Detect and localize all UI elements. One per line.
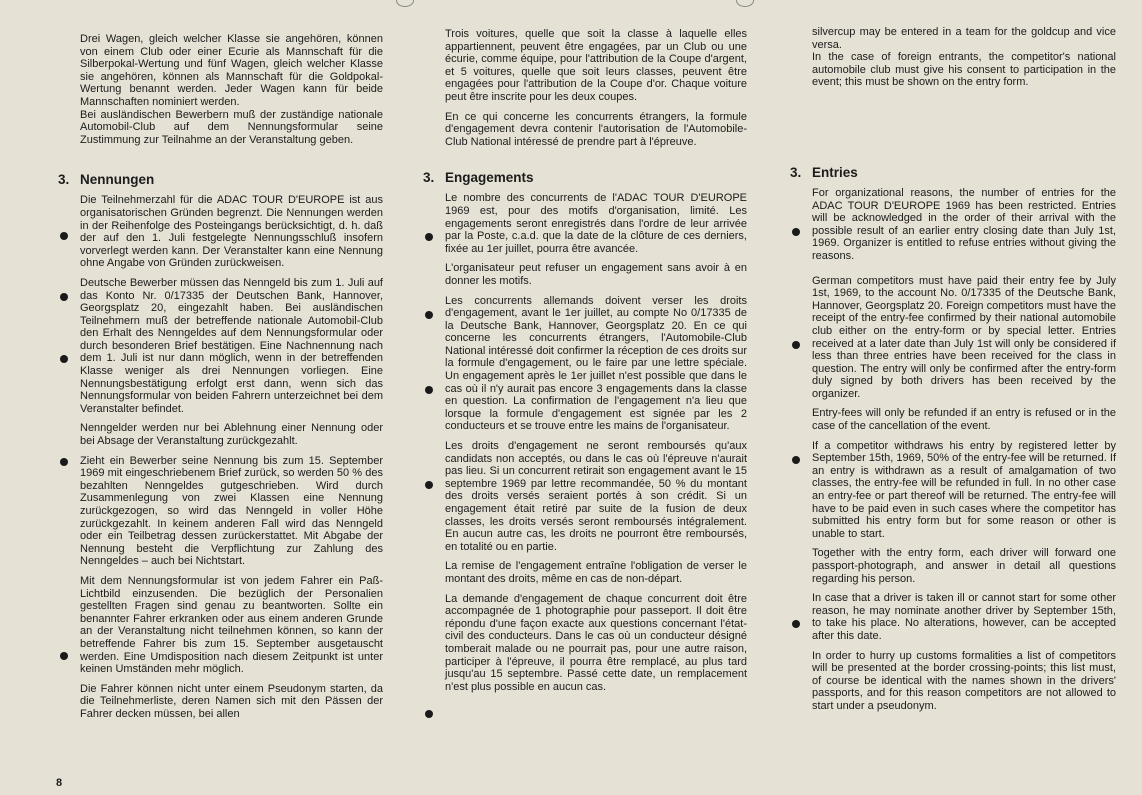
column-french (423, 28, 747, 693)
binder-hole-mark (396, 0, 414, 7)
column-german (58, 33, 383, 721)
section-title: Nennungen (80, 172, 155, 188)
bullet-marker (60, 355, 68, 363)
section-title: Engagements (445, 170, 534, 186)
paragraph: Bei ausländischen Bewerbern muß der zuständige nationale Automobil-Club auf dem Nennungsformular seine Zustimmung zur Teilnahme an der Veranstaltung geben. (80, 108, 383, 146)
paragraph: Les concurrents allemands doivent verser les droits d'engagement, avant le 1er juillet, au compte No 0/17335 de la Deutsche Bank, Hannover, Georgsplatz 20. En ce qui concerne les concurrents étrangers, l'Automobile-Club National intéressé doit confirmer la réception de ces droits sur la formule d'engagement, ou le faire par une lettre spéciale. Un engagement après le 1er juillet n'est possible que dans le cas où il n'y aurait pas encore 3 engagements dans la classe en question. La confirmation de l'engagement n'a lieu que lorsque la formule d'engagement est signée par les 2 conducteurs et se trouve entre les mains de l'organisateur. (445, 294, 747, 433)
paragraph: In case that a driver is taken ill or cannot start for some other reason, he may nominate another driver by September 15th, to take his place. No alterations, however, can be accepted after this date. (812, 592, 1116, 642)
paragraph: Zieht ein Bewerber seine Nennung bis zum 15. September 1969 mit eingeschriebenem Brief zurück, so werden 50 % des bezahlten Nenngeldes gutgeschrieben. Wird durch Zusammenlegung von zwei Klassen eine Nennung zurückgezogen, so wird das Nenngeld in voller Höhe zurückgezahlt. In keinem anderen Fall wird das Nenngeld oder ein Teilbetrag dessen zurückerstattet. Mit Abgabe der Nennung besteht die Verpflichtung zur Zahlung des Nenngeldes – auch bei Nichtstart. (80, 454, 383, 568)
paragraph: For organizational reasons, the number of entries for the ADAC TOUR D'EUROPE 1969 has been restricted. Entries will be acknowledged in the order of their arrival with the possible result of an earlier entry closing date than July 1st, 1969. Organizer is entitled to refuse entries without giving the reasons. (812, 186, 1116, 262)
bullet-marker (792, 341, 800, 349)
paragraph: La remise de l'engagement entraîne l'obligation de verser le montant des droits, même en cas de non-départ. (445, 560, 747, 585)
bullet-marker (792, 228, 800, 236)
paragraph: Trois voitures, quelle que soit la classe à laquelle elles appartiennent, peuvent être engagées, par un Club ou une écurie, comme équipe, pour l'attribution de la Coupe d'argent, et 5 voitures, quelle que soit leurs classes, peuvent être engagées pour l'attribution de la Coupe d'or. Chaque voiture peut être inscrite pour les deux coupes. (445, 28, 747, 103)
bullet-marker (425, 311, 433, 319)
bullet-marker (792, 620, 800, 628)
section-number: 3. (423, 170, 435, 186)
column-english (790, 26, 1116, 713)
section-title: Entries (812, 164, 858, 180)
bullet-marker (60, 293, 68, 301)
bullet-marker (425, 386, 433, 394)
section-heading (790, 164, 1116, 181)
paragraph: Drei Wagen, gleich welcher Klasse sie angehören, können von einem Club oder einer Ecurie als Mannschaft für die Silberpokal-Wertung und fünf Wagen, gleich welcher Klasse sie angehören, können als Mannschaft für die Goldpokal-Wertung benannt werden. Jeder Wagen kann für beide Mannschaften nominiert werden. (80, 33, 383, 108)
bullet-marker (425, 710, 433, 718)
paragraph: If a competitor withdraws his entry by registered letter by September 15th, 1969, 50% of the entry-fee will be returned. If an entry is withdrawn as a result of amalgamation of two classes, the entry-fee will be refunded in full. In no other case an entry-fee or part thereof will be returned. The entry-fee will have to be paid even in such cases where the competitor has submitted his entry form but for some reason or other is unable to start. (812, 439, 1116, 540)
bullet-marker (425, 481, 433, 489)
paragraph: silvercup may be entered in a team for the goldcup and vice versa. (812, 26, 1116, 51)
section-heading (58, 172, 383, 188)
section-number: 3. (58, 172, 70, 188)
bullet-marker (60, 652, 68, 660)
paragraph: In the case of foreign entrants, the competitor's national automobile club must give his consent to participation in the event; this must be shown on the entry form. (812, 51, 1116, 89)
bullet-marker (60, 232, 68, 240)
section-heading (423, 170, 747, 186)
bullet-marker (425, 233, 433, 241)
paragraph: La demande d'engagement de chaque concurrent doit être accompagnée de 1 photographie pour passeport. Il doit être répondu d'une façon exacte aux questions concernant l'état-civil des conducteurs. Dans le cas où un conducteur désigné tomberait malade ou ne pourrait pas, pour une autre raison, participer à l'épreuve, il pourra être remplacé, au plus tard jusqu'au 15 septembre. Passé cette date, un remplacement n'est plus possible en aucun cas. (445, 592, 747, 693)
paragraph: In order to hurry up customs formalities a list of competitors will be presented at the border crossing-points; this list must, of course be identical with the names shown in the drivers' passports, and for this reason competitors are not allowed to start under a pseudonym. (812, 649, 1116, 712)
bullet-marker (60, 458, 68, 466)
paragraph: Together with the entry form, each driver will forward one passport-photograph, and answer in detail all questions regarding his person. (812, 547, 1116, 585)
paragraph: Die Teilnehmerzahl für die ADAC TOUR D'EUROPE ist aus organisatorischen Gründen begrenzt. Die Nennungen werden in der Reihenfolge des Posteingangs berücksichtigt, d. h. daß der auf den 1. Juli festgelegte Nennungsschluß insofern vorverlegt werden kann. Der Veranstalter kann eine Nennung ohne Angabe von Gründen zurückweisen. (80, 194, 383, 270)
paragraph: Die Fahrer können nicht unter einem Pseudonym starten, da die Teilnehmerliste, deren Namen sich mit den Pässen der Fahrer decken müssen, bei allen (80, 682, 383, 720)
paragraph: Les droits d'engagement ne seront remboursés qu'aux candidats non acceptés, ou dans le cas où l'épreuve n'aurait pas lieu. Si un concurrent retirait son engagement avant le 15 septembre 1969 par lettre recommandée, 50 % du montant des droits versés seraient portés à son crédit. Si un engagement était retiré par suite de la fusion de deux classes, les droits versés seront remboursés intégralement. En aucun autre cas, les droits ne pourront être remboursés, en totalité ou en partie. (445, 440, 747, 553)
paragraph: Le nombre des concurrents de l'ADAC TOUR D'EUROPE 1969 est, pour des motifs d'organisation, limité. Les engagements seront enregistrés dans l'ordre de leur arrivée par la Poste, c.a.d. que la date de la clôture de ces derniers, fixée au 1er juillet, pourra être avancée. (445, 192, 747, 255)
paragraph: Deutsche Bewerber müssen das Nenngeld bis zum 1. Juli auf das Konto Nr. 0/17335 der Deutschen Bank, Hannover, Georgsplatz 20, eingezahlt haben. Bei ausländischen Teilnehmern muß der betreffende nationale Automobil-Club den Erhalt des Nenngeldes auf dem Nennungsformular oder durch besonderen Brief bestätigen. Eine Nachnennung nach dem 1. Juli ist nur dann möglich, wenn in der betreffenden Klasse weniger als drei Nennungen vorliegen. Eine Nennungsbestätigung erfolgt erst dann, wenn sich das Nennungsformular von beiden Fahrern unterzeichnet bei dem Veranstalter befindet. (80, 276, 383, 415)
paragraph: En ce qui concerne les concurrents étrangers, la formule d'engagement devra contenir l'autorisation de l'Automobile-Club National intéressé de prendre part à l'épreuve. (445, 110, 747, 148)
bullet-marker (792, 456, 800, 464)
paragraph: Mit dem Nennungsformular ist von jedem Fahrer ein Paß-Lichtbild einzusenden. Die bezüglich der Personalien gestellten Fragen sind genau zu beantworten. Sollte ein benannter Fahrer erkranken oder aus einem anderen Grunde an der Veranstaltung nicht teilnehmen können, so kann der betreffende Fahrer bis zum 15. September ausgetauscht werden. Eine Umdisposition nach diesem Zeitpunkt ist unter keinen Umständen mehr möglich. (80, 574, 383, 676)
section-number: 3. (790, 164, 802, 180)
paragraph: German competitors must have paid their entry fee by July 1st, 1969, to the account No. 0/17335 of the Deutsche Bank, Hannover, Georgsplatz 20. Foreign competitors must have the receipt of the entry-fee confirmed by their national automobile club either on the entry-form or by special letter. Entries received at a later date than July 1st will only be considered if less than three entries have been received for the class in question. The entry will only be confirmed after the entry-form duly signed by both drivers has been received by the organizer. (812, 274, 1116, 400)
binder-hole-mark (736, 0, 754, 7)
paragraph: Entry-fees will only be refunded if an entry is refused or in the case of the cancellation of the event. (812, 407, 1116, 433)
page-number: 8 (56, 777, 63, 789)
paragraph: Nenngelder werden nur bei Ablehnung einer Nennung oder bei Absage der Veranstaltung zurückgezahlt. (80, 422, 383, 448)
paragraph: L'organisateur peut refuser un engagement sans avoir à en donner les motifs. (445, 262, 747, 287)
